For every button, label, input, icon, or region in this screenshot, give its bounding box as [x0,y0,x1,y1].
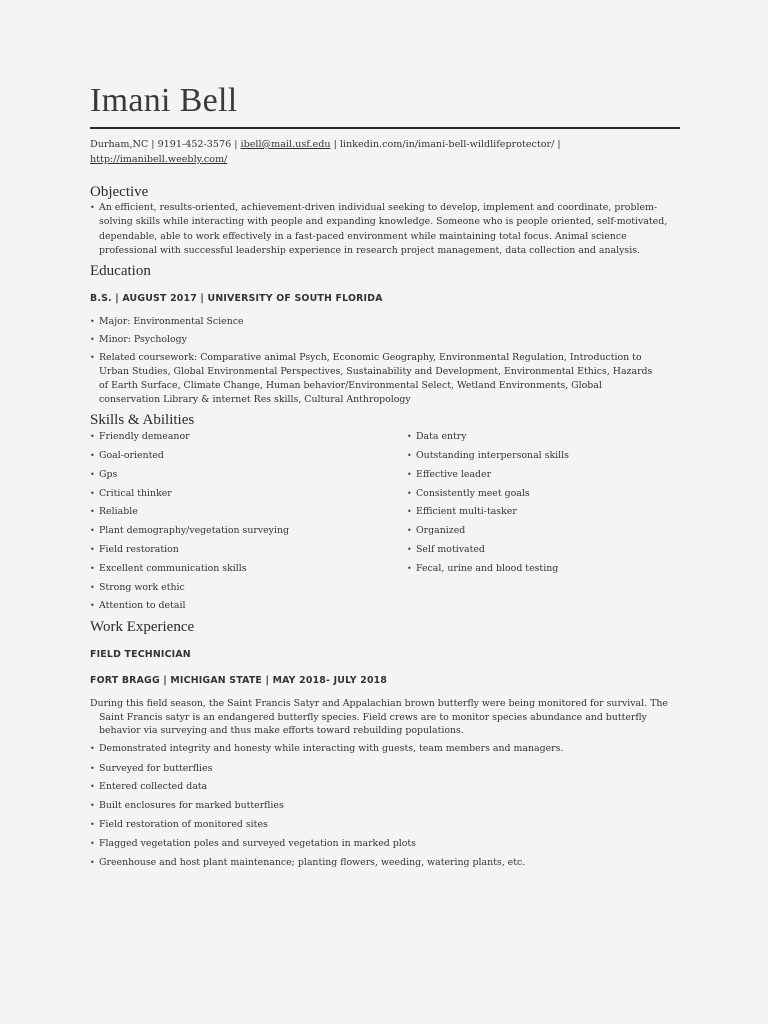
bullet-icon: • [90,858,95,867]
work-item [90,818,679,832]
skill-text: Critical thinker [99,488,172,499]
skill-text: Gps [99,469,118,480]
bullet-icon: • [407,432,412,441]
education-heading: Education [90,263,151,279]
bullet-icon: • [90,744,95,753]
contact-linkedin: | linkedin.com/in/imani-bell-wildlifeprotector/ | [330,139,561,150]
email-link[interactable]: ibell@mail.usf.edu [240,139,331,150]
skill-text: Goal-oriented [99,450,164,461]
bullet-icon: • [90,764,95,773]
education-item-text: Related coursework: Comparative animal Psych, Economic Geography, Environmental Regulation, Introduction to Urban Studies, Global Environmental Perspectives, Sustainability and Development, Environmental Ethics, Hazards of Earth Surface, Climate Change, Human behavior/Environmental Select, Wetland Environments, Global conservation Library & internet Res skills, Cultural Anthropology [99,352,653,405]
work-item [90,742,679,756]
bullet-icon: • [407,564,412,573]
bullet-icon: • [90,507,95,516]
skill-item [90,487,389,501]
objective-text: An efficient, results-oriented, achievement-driven individual seeking to develop, implement and coordinate, problem-solving skills while interacting with people and expanding knowledge. Someone who is people oriented, self-motivated, dependable, able to work effectively in a fast-paced environment while maintaining total focus. Animal science professional with successful leadership experience in research project management, data collection and analysis. [99,202,668,257]
bullet-icon: • [90,203,95,212]
skill-item [407,468,676,482]
work-item-text: Built enclosures for marked butterflies [99,800,284,811]
skill-text: Reliable [99,506,138,517]
work-item [90,762,679,776]
bullet-icon: • [90,526,95,535]
work-item [90,856,679,870]
skill-text: Efficient multi-tasker [416,506,517,517]
skill-text: Friendly demeanor [99,431,190,442]
skill-item [90,581,389,595]
objective-text-item [90,201,679,259]
skill-text: Excellent communication skills [99,563,247,574]
bullet-icon: • [90,451,95,460]
bullet-icon: • [407,451,412,460]
education-item [90,315,679,329]
skill-item [90,468,389,482]
education-item-text: Minor: Psychology [99,334,187,345]
bullet-icon: • [90,432,95,441]
skill-item [407,487,676,501]
education-item-text: Major: Environmental Science [99,316,244,327]
skill-item [90,430,389,444]
bullet-icon: • [90,317,95,326]
skill-item [90,449,389,463]
skill-text: Effective leader [416,469,492,480]
bullet-icon: • [407,470,412,479]
bullet-icon: • [407,545,412,554]
job-title: FIELD TECHNICIAN [90,649,191,660]
work-item-text: Field restoration of monitored sites [99,819,268,830]
bullet-icon: • [407,507,412,516]
skill-text: Plant demography/vegetation surveying [99,525,290,536]
work-item [90,780,679,794]
work-item-text: Demonstrated integrity and honesty while interacting with guests, team members and managers. [99,743,564,754]
header-rule [90,127,680,129]
bullet-icon: • [90,839,95,848]
contact-info [90,137,680,167]
job-line: FORT BRAGG | MICHIGAN STATE | MAY 2018- JULY 2018 [90,675,388,686]
skill-item [407,449,676,463]
objective-heading: Objective [90,184,149,200]
work-item-text: Entered collected data [99,781,208,792]
skill-text: Strong work ethic [99,582,185,593]
skill-item [407,543,676,557]
skills-heading: Skills & Abilities [90,412,195,428]
bullet-icon: • [407,489,412,498]
skill-text: Organized [416,525,466,536]
education-item [90,333,679,347]
skill-text: Fecal, urine and blood testing [416,563,559,574]
skill-item [407,524,676,538]
bullet-icon: • [90,564,95,573]
skill-text: Self motivated [416,544,485,555]
bullet-icon: • [90,470,95,479]
bullet-icon: • [90,545,95,554]
work-item [90,837,679,851]
education-item [90,351,659,407]
work-item [90,799,679,813]
skill-text: Outstanding interpersonal skills [416,450,569,461]
bullet-icon: • [90,782,95,791]
skill-item [90,599,389,613]
website-link[interactable]: http://imanibell.weebly.com/ [90,154,228,165]
bullet-icon: • [90,820,95,829]
skill-item [90,505,389,519]
bullet-icon: • [90,801,95,810]
work-item-text: Greenhouse and host plant maintenance; planting flowers, weeding, watering plants, etc. [99,857,526,868]
skill-text: Data entry [416,431,467,442]
bullet-icon: • [90,601,95,610]
skill-item [407,505,676,519]
skill-text: Consistently meet goals [416,488,530,499]
skill-item [90,543,389,557]
contact-location-phone: Durham,NC | 9191-452-3576 | [90,139,241,150]
bullet-icon: • [407,526,412,535]
skill-text: Field restoration [99,544,179,555]
candidate-name: Imani Bell [90,82,238,119]
skill-item [407,562,676,576]
bullet-icon: • [90,335,95,344]
skill-item [90,562,389,576]
skill-item [90,524,389,538]
skill-text: Attention to detail [99,600,186,611]
bullet-icon: • [90,489,95,498]
job-description: During this field season, the Saint Francis Satyr and Appalachian brown butterfly were being monitored for survival. The Saint Francis satyr is an endangered butterfly species. Field crews are to monitor species abundance and butterfly behavior via surveying and thus make efforts toward rebuilding populations. [90,698,668,736]
work-heading: Work Experience [90,619,195,635]
work-item-text: Surveyed for butterflies [99,763,213,774]
bullet-icon: • [90,353,95,362]
bullet-icon: • [90,583,95,592]
work-item-text: Flagged vegetation poles and surveyed vegetation in marked plots [99,838,416,849]
skill-item [407,430,676,444]
degree-line: B.S. | AUGUST 2017 | UNIVERSITY OF SOUTH FLORIDA [90,293,383,304]
